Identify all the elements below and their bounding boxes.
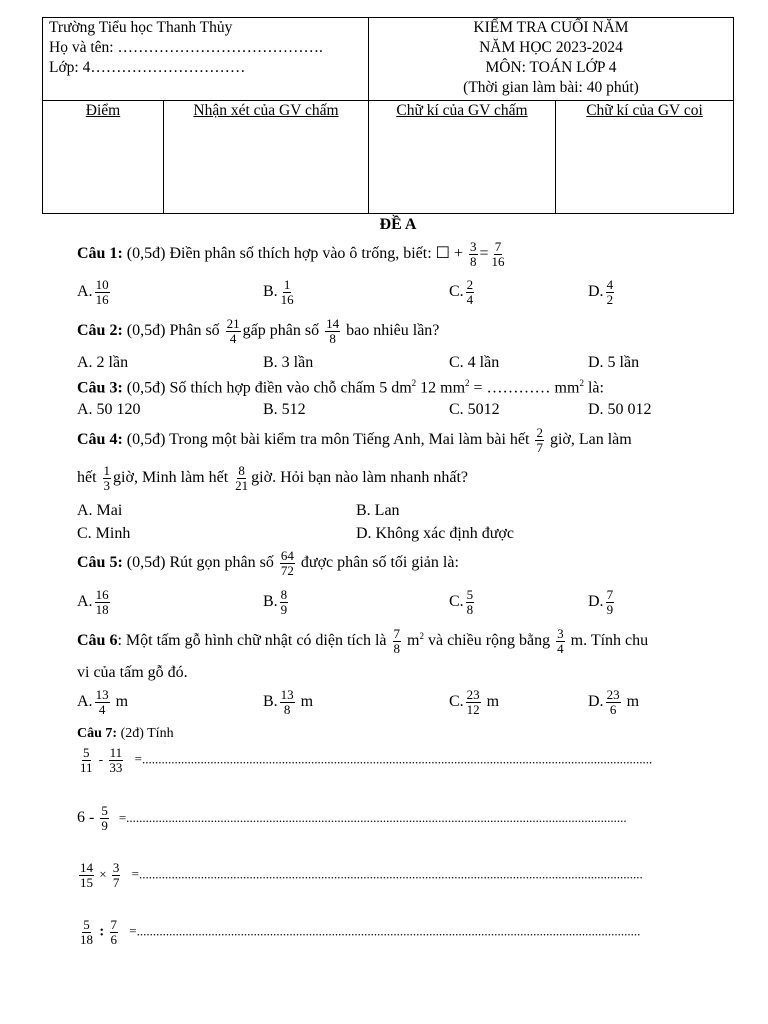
question-5-label: Câu 5: [77,554,123,572]
question-6-option-c: C. $\frac{23}{12}$ m [449,687,500,717]
question-3-option-c: C. 5012 [449,401,500,418]
question-2-label: Câu 2: [77,322,123,340]
exam-header-table [42,17,734,214]
question-2-option-b: B. 3 lần [263,354,314,371]
question-7: Câu 7: (2đ) Tính [77,726,174,741]
grader-sign-label: Chữ kí của GV chấm [396,102,528,119]
fraction: $\frac{7}{8}$ [393,626,401,656]
fraction: $\frac{7}{16}$ [491,239,505,269]
question-6-line-1: Câu 6: Một tấm gỗ hình chữ nhật có diện tích là $\frac{7}{8}$ $m^2$ và chiều rộng bằng $\frac{3}{4}$ m. Tính chu [77,626,649,656]
fraction: $\frac{14}{8}$ [326,316,340,346]
comment-label: Nhận xét của GV chấm [193,102,339,119]
question-2: Câu 2: (0,5đ) Phân số $\frac{21}{4}$ gấp phân số $\frac{14}{8}$ bao nhiêu lần? [77,316,440,346]
question-4-option-d: D. Không xác định được [356,525,514,542]
exam-title: KIỂM TRA CUỐI NĂM [473,19,629,36]
answer-line: ........................................................................................................................................................... [136,923,641,939]
question-1-option-b: B. $\frac{1}{16}$ [263,277,294,307]
fraction: $\frac{8}{21}$ [235,463,249,493]
fraction: $\frac{64}{72}$ [280,548,294,578]
answer-line: .......................................................................................................................................................... [126,810,627,826]
school-year: NĂM HỌC 2023-2024 [479,39,623,56]
score-cell [43,101,164,214]
question-3-option-d: D. 50 012 [588,401,652,418]
question-4-option-c: C. Minh [77,525,131,542]
question-4-line-2: hết $\frac{1}{3}$ giờ, Minh làm hết $\frac{8}{21}$ giờ. Hỏi bạn nào làm nhanh nhất? [77,463,469,493]
exam-info-cell [369,18,734,101]
question-5-option-c: C. $\frac{5}{8}$ [449,587,474,617]
answer-line: ........................................................................................................................................................... [138,866,643,882]
question-1-text: (0,5đ) Điền phân số thích hợp vào ô trống, biết: ☐ + [122,245,467,263]
question-1-option-d: D. $\frac{4}{2}$ [588,277,614,307]
question-2-option-c: C. 4 lần [449,354,500,371]
exam-time: (Thời gian làm bài: 40 phút) [463,79,639,96]
exam-code: ĐỀ A [379,216,417,233]
calc-expression-1: $\frac{5}{11}$ - $\frac{11}{33}$ =............................................................................................................................................................. [80,745,653,775]
class-line: Lớp: 4………………………… [49,59,246,76]
student-name-line: Họ và tên: …………………………………. [49,39,323,56]
fraction: $\frac{3}{8}$ [470,239,477,269]
comment-cell [164,101,369,214]
question-5-option-d: D. $\frac{7}{9}$ [588,587,614,617]
calc-expression-3: $\frac{14}{15}$ × $\frac{3}{7}$ =........................................................................................................................................................... [80,860,643,890]
fraction: $\frac{1}{3}$ [103,463,111,493]
score-label: Điểm [85,102,121,119]
question-7-label: Câu 7: [77,726,118,741]
proctor-sign-label: Chữ kí của GV coi [586,102,703,119]
question-6-option-b: B. $\frac{13}{8}$ m [263,687,314,717]
question-6-option-a: A. $\frac{13}{4}$ m [77,687,129,717]
question-1-label: Câu 1: [77,245,123,263]
question-3-option-a: A. 50 120 [77,401,141,418]
question-2-option-a: A. 2 lần [77,354,129,371]
question-4-option-b: B. Lan [356,502,400,519]
question-6-line-2: vi của tấm gỗ đó. [77,664,188,681]
fraction: $\frac{3}{4}$ [557,626,564,656]
answer-line: ............................................................................................................................................................. [141,751,653,767]
question-6-option-d: D. $\frac{23}{6}$ m [588,687,640,717]
fraction: $\frac{21}{4}$ [226,316,240,346]
question-1-option-c: C. $\frac{2}{4}$ [449,277,474,307]
student-info-cell [43,18,369,101]
proctor-sign-cell [556,101,734,214]
question-1-option-a: A. $\frac{10}{16}$ [77,277,109,307]
question-4-option-a: A. Mai [77,502,123,519]
school-name: Trường Tiểu học Thanh Thủy [49,19,233,36]
question-4-line-1: Câu 4: (0,5đ) Trong một bài kiểm tra môn Tiếng Anh, Mai làm bài hết $\frac{2}{7}$ giờ, Lan làm [77,425,632,455]
calc-expression-2: 6 - $\frac{5}{9}$ =.......................................................................................................................................................... [77,803,627,833]
question-2-option-d: D. 5 lần [588,354,640,371]
question-6-label: Câu 6 [77,632,118,650]
calc-expression-4: $\frac{5}{18}$ : $\frac{7}{6}$ =........................................................................................................................................................... [80,917,641,947]
question-5: Câu 5: (0,5đ) Rút gọn phân số $\frac{64}{72}$ được phân số tối giản là: [77,548,459,578]
question-3: Câu 3: (0,5đ) Số thích hợp điền vào chỗ chấm 5 $dm^2$ 12 $mm^2$ = ………… $mm^2$ là: [77,378,604,397]
equals-sign: = [479,245,489,263]
question-5-option-a: A. $\frac{16}{18}$ [77,587,109,617]
subject: MÔN: TOÁN LỚP 4 [485,59,617,76]
fraction: $\frac{2}{7}$ [536,425,543,455]
question-3-label: Câu 3: [77,379,123,397]
question-4-label: Câu 4: [77,431,123,449]
question-5-option-b: B. $\frac{8}{9}$ [263,587,288,617]
question-3-option-b: B. 512 [263,401,306,418]
question-1 [77,240,508,269]
grader-sign-cell [369,101,556,214]
